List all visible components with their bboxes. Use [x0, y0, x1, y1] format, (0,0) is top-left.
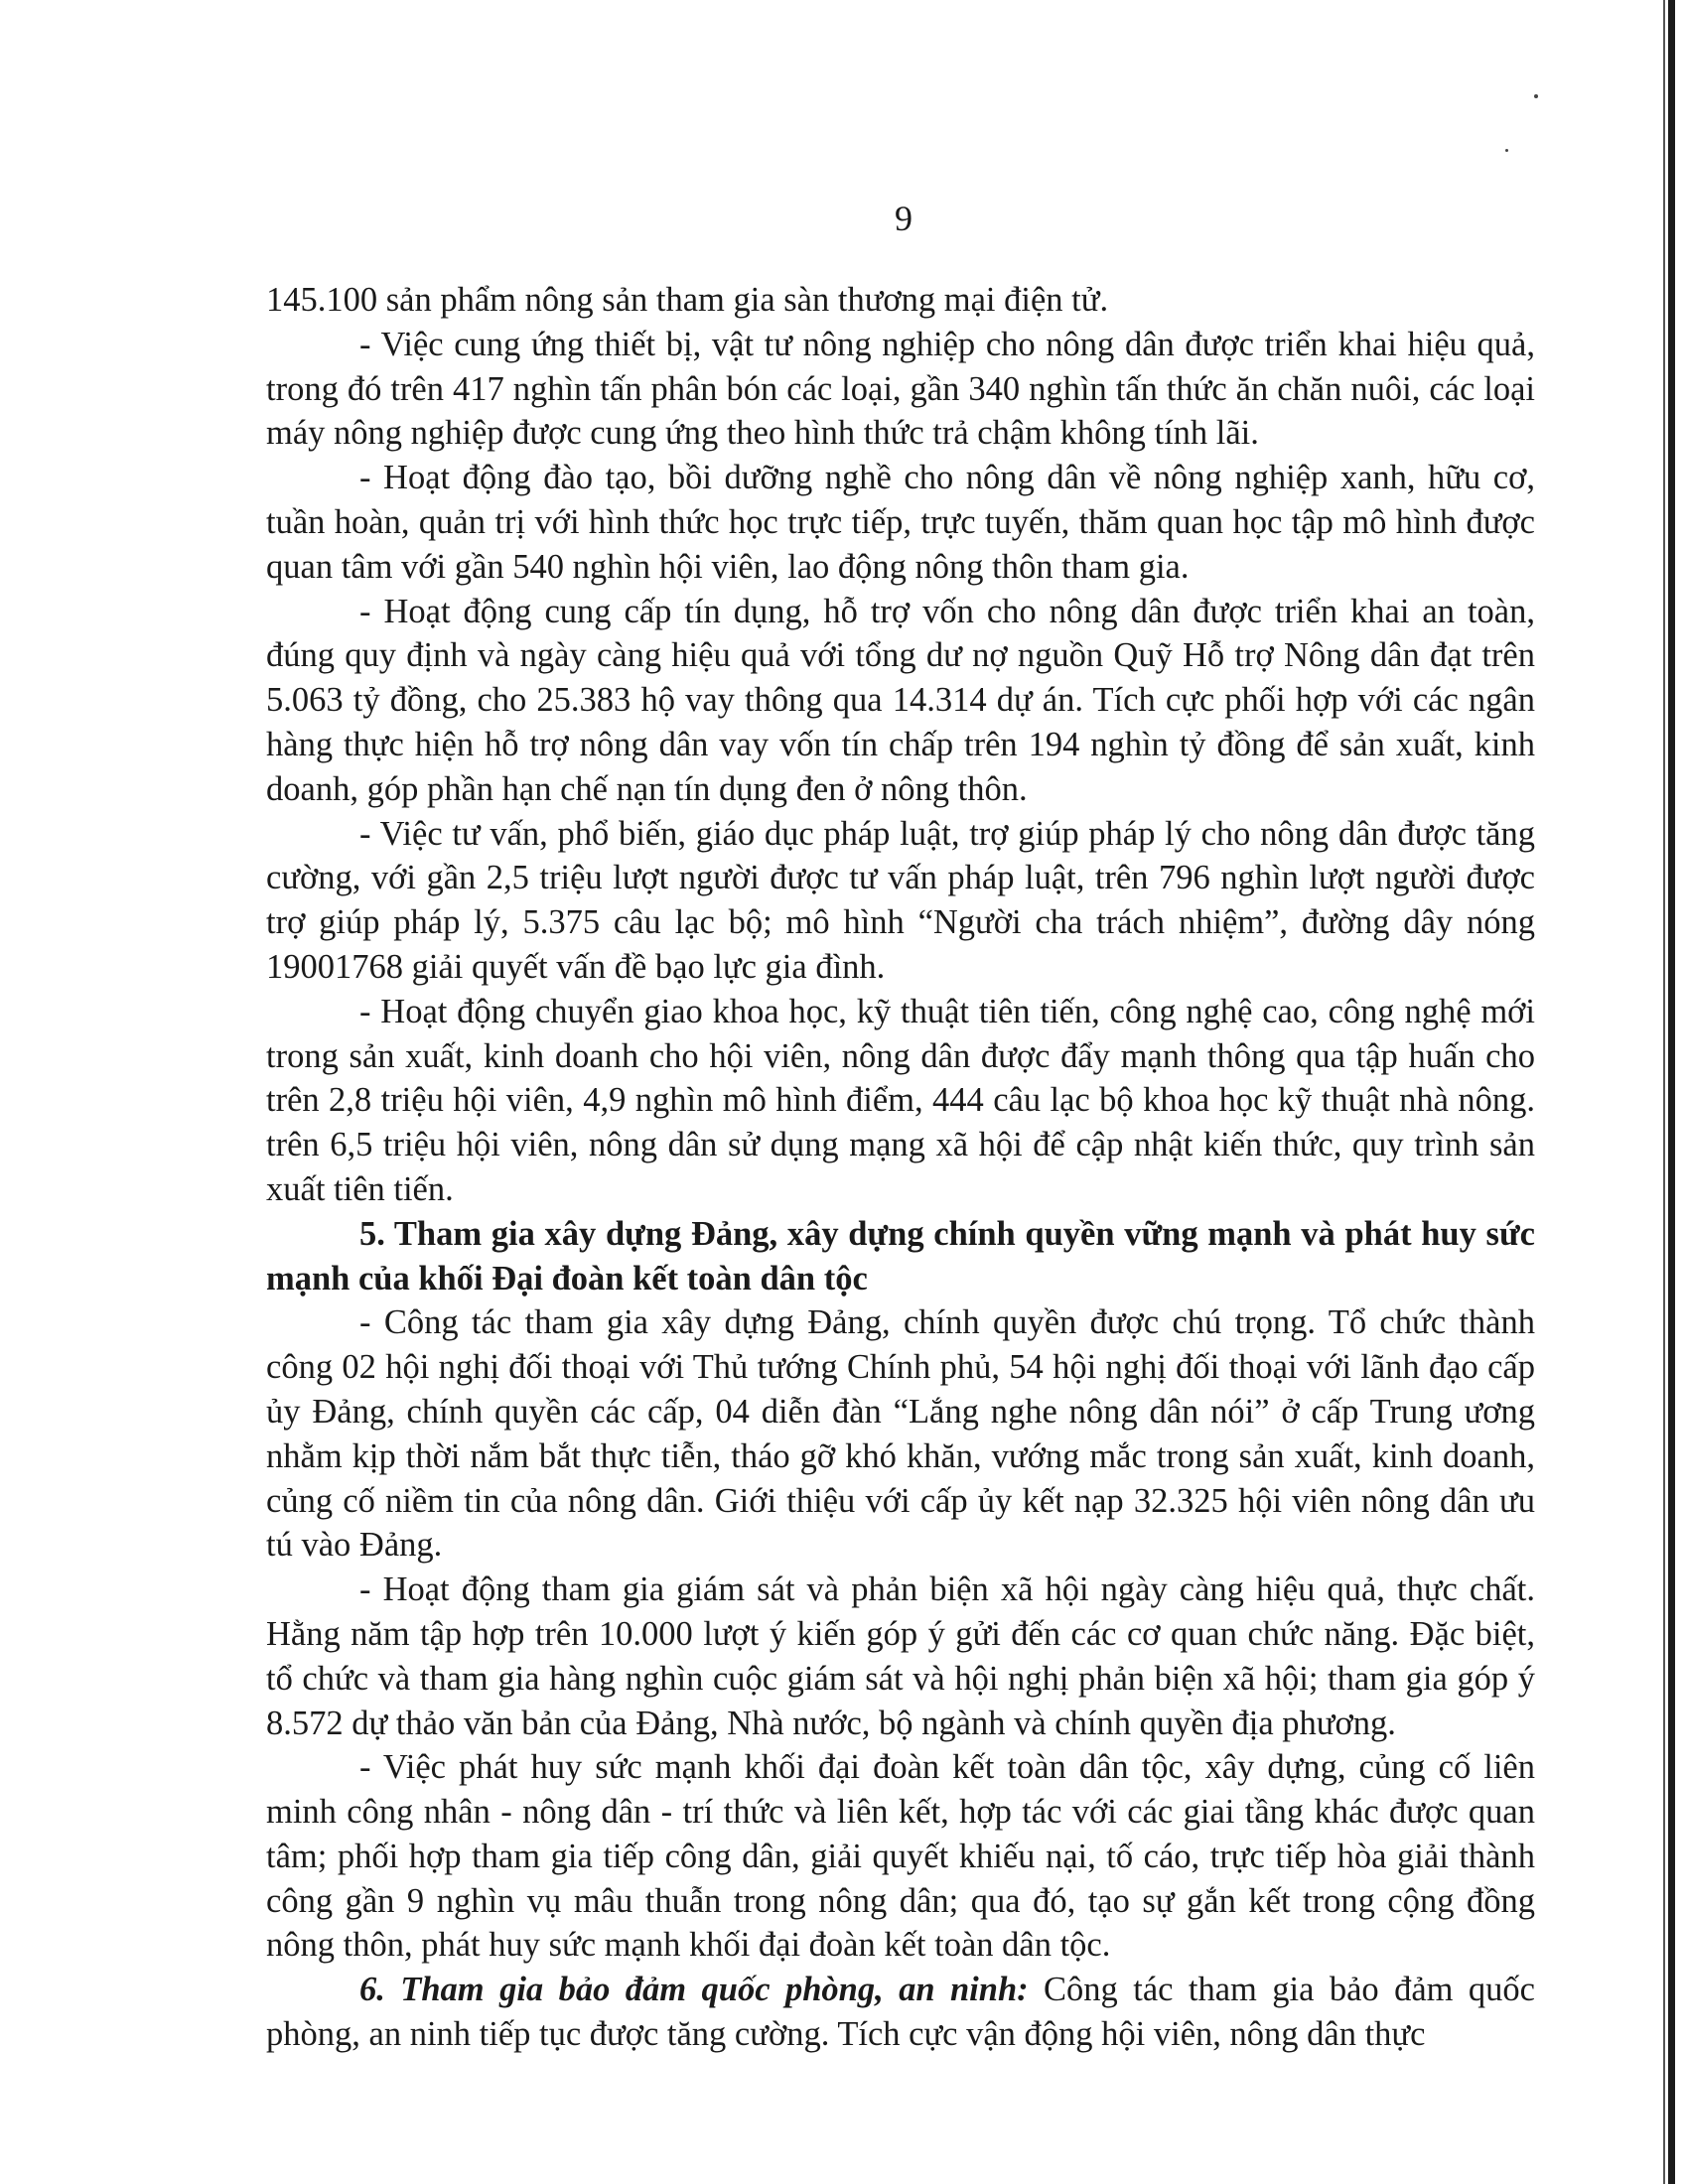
- section-heading: 5. Tham gia xây dựng Đảng, xây dựng chính quyền vững mạnh và phát huy sức mạnh của khối Đại đoàn kết toàn dân tộc: [266, 1214, 1535, 1297]
- paragraph: - Hoạt động đào tạo, bồi dưỡng nghề cho nông dân về nông nghiệp xanh, hữu cơ, tuần hoàn, quản trị với hình thức học trực tiếp, trực tuyến, thăm quan học tập mô hình được quan tâm với gần 540 nghìn hội viên, lao động nông thôn tham gia.: [266, 459, 1535, 586]
- paragraph: - Hoạt động tham gia giám sát và phản biện xã hội ngày càng hiệu quả, thực chất. Hằng năm tập hợp trên 10.000 lượt ý kiến góp ý gửi đến các cơ quan chức năng. Đặc biệt, tổ chức và tham gia hàng nghìn cuộc giám sát và hội nghị phản biện xã hội; tham gia góp ý 8.572 dự thảo văn bản của Đảng, Nhà nước, bộ ngành và chính quyền địa phương.: [266, 1570, 1535, 1742]
- scan-border-right: [1668, 0, 1675, 2184]
- paragraph: 145.100 sản phẩm nông sản tham gia sàn thương mại điện tử.: [266, 281, 1109, 319]
- paragraph: - Việc tư vấn, phổ biến, giáo dục pháp luật, trợ giúp pháp lý cho nông dân được tăng cường, với gần 2,5 triệu lượt người được tư vấn pháp luật, trên 796 nghìn lượt người được trợ giúp pháp lý, 5.375 câu lạc bộ; mô hình “Người cha trách nhiệm”, đường dây nóng 19001768 giải quyết vấn đề bạo lực gia đình.: [266, 814, 1535, 986]
- document-body: [266, 278, 1535, 2057]
- scan-border-line: [1663, 0, 1665, 2184]
- section-paragraph: [266, 1968, 1535, 2057]
- section-text: Công tác tham gia bảo đảm quốc phòng, an ninh tiếp tục được tăng cường. Tích cực vận động hội viên, nông dân thực: [266, 1971, 1535, 2054]
- scan-speck: [1505, 149, 1508, 152]
- paragraph: - Hoạt động chuyển giao khoa học, kỹ thuật tiên tiến, công nghệ cao, công nghệ mới trong sản xuất, kinh doanh cho hội viên, nông dân được đẩy mạnh thông qua tập huấn cho trên 2,8 triệu hội viên, 4,9 nghìn mô hình điểm, 444 câu lạc bộ khoa học kỹ thuật nhà nông. trên 6,5 triệu hội viên, nông dân sử dụng mạng xã hội để cập nhật kiến thức, quy trình sản xuất tiên tiến.: [266, 992, 1535, 1208]
- paragraph: - Việc phát huy sức mạnh khối đại đoàn kết toàn dân tộc, xây dựng, củng cố liên minh công nhân - nông dân - trí thức và liên kết, hợp tác với các giai tầng khác được quan tâm; phối hợp tham gia tiếp công dân, giải quyết khiếu nại, tố cáo, trực tiếp hòa giải thành công gần 9 nghìn vụ mâu thuẫn trong nông dân; qua đó, tạo sự gắn kết trong cộng đồng nông thôn, phát huy sức mạnh khối đại đoàn kết toàn dân tộc.: [266, 1748, 1535, 1965]
- paragraph: - Hoạt động cung cấp tín dụng, hỗ trợ vốn cho nông dân được triển khai an toàn, đúng quy định và ngày càng hiệu quả với tổng dư nợ nguồn Quỹ Hỗ trợ Nông dân đạt trên 5.063 tỷ đồng, cho 25.383 hộ vay thông qua 14.314 dự án. Tích cực phối hợp với các ngân hàng thực hiện hỗ trợ nông dân vay vốn tín chấp trên 194 nghìn tỷ đồng để sản xuất, kinh doanh, góp phần hạn chế nạn tín dụng đen ở nông thôn.: [266, 592, 1535, 808]
- paragraph: - Việc cung ứng thiết bị, vật tư nông nghiệp cho nông dân được triển khai hiệu quả, trong đó trên 417 nghìn tấn phân bón các loại, gần 340 nghìn tấn thức ăn chăn nuôi, các loại máy nông nghiệp được cung ứng theo hình thức trả chậm không tính lãi.: [266, 325, 1535, 453]
- section-heading: 6. Tham gia bảo đảm quốc phòng, an ninh:: [359, 1971, 1029, 2009]
- scan-speck: [1534, 94, 1538, 98]
- page-number: 9: [895, 199, 913, 238]
- paragraph: - Công tác tham gia xây dựng Đảng, chính quyền được chú trọng. Tổ chức thành công 02 hội nghị đối thoại với Thủ tướng Chính phủ, 54 hội nghị đối thoại với lãnh đạo cấp ủy Đảng, chính quyền các cấp, 04 diễn đàn “Lắng nghe nông dân nói” ở cấp Trung ương nhằm kịp thời nắm bắt thực tiễn, tháo gỡ khó khăn, vướng mắc trong sản xuất, kinh doanh, củng cố niềm tin của nông dân. Giới thiệu với cấp ủy kết nạp 32.325 hội viên nông dân ưu tú vào Đảng.: [266, 1303, 1535, 1565]
